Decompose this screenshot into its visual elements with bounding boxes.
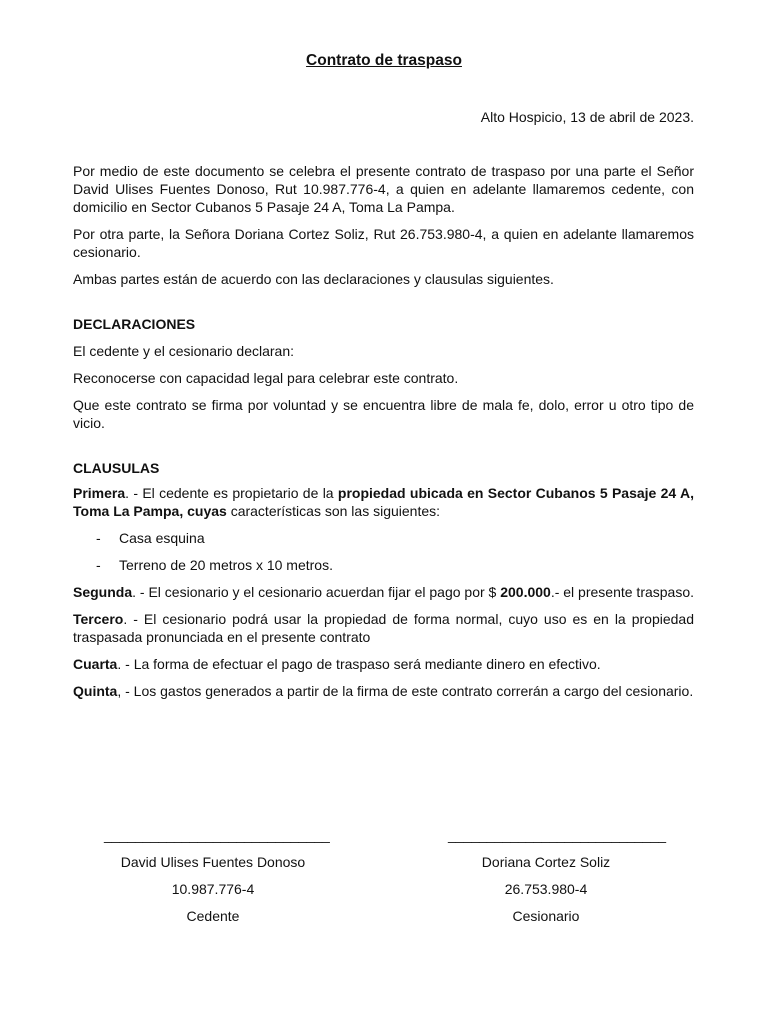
list-item: [73, 529, 694, 547]
clausula-cuarta: [73, 655, 694, 673]
property-features-list: [73, 529, 694, 574]
clausula-label: Segunda: [73, 584, 133, 600]
list-item-text: Terreno de 20 metros x 10 metros.: [119, 557, 333, 573]
clausula-text: . - El cesionario y el cesionario acuerdan fijar el pago por $: [132, 584, 501, 600]
bullet-dash: -: [96, 530, 101, 546]
declaraciones-heading: DECLARACIONES: [73, 316, 196, 332]
clausula-text: . - El cedente es propietario de la: [125, 485, 338, 501]
clausula-tercero: [73, 610, 694, 646]
declaracion-item: Que este contrato se firma por voluntad y se encuentra libre de mala fe, dolo, error u otro tipo de vicio.: [73, 397, 694, 431]
signature-line: ____________________________: [448, 827, 667, 843]
clausula-text: .- el presente traspaso.: [550, 584, 695, 600]
signer-name: David Ulises Fuentes Donoso: [120, 854, 306, 870]
declaracion-item: El cedente y el cesionario declaran:: [73, 343, 295, 359]
clausula-label: Quinta: [73, 683, 118, 699]
list-item: [73, 556, 694, 574]
signature-block-cesionario: [448, 826, 667, 934]
clausula-text: . - La forma de efectuar el pago de traspaso será mediante dinero en efectivo.: [117, 656, 601, 672]
intro-paragraph-2: Por otra parte, la Señora Doriana Cortez Soliz, Rut 26.753.980-4, a quien en adelante llamaremos cesionario.: [73, 226, 694, 260]
intro-paragraph-1: Por medio de este documento se celebra el presente contrato de traspaso por una parte el Señor David Ulises Fuentes Donoso, Rut 10.987.776-4, a quien en adelante llamaremos cedente, con domicilio en Sector Cubanos 5 Pasaje 24 A, Toma La Pampa.: [73, 163, 694, 215]
signer-rut: 26.753.980-4: [504, 881, 588, 897]
declaracion-item: Reconocerse con capacidad legal para celebrar este contrato.: [73, 370, 459, 386]
clausula-quinta: [73, 682, 694, 700]
clausula-label: Tercero: [73, 611, 124, 627]
document-body: [73, 162, 694, 700]
signature-block-cedente: [104, 826, 330, 934]
signer-rut: 10.987.776-4: [171, 881, 255, 897]
document-date: Alto Hospicio, 13 de abril de 2023.: [480, 109, 694, 125]
clausula-segunda: [73, 583, 694, 601]
signer-role: Cesionario: [512, 908, 580, 924]
signer-role: Cedente: [186, 908, 240, 924]
intro-paragraph-3: Ambas partes están de acuerdo con las declaraciones y clausulas siguientes.: [73, 271, 554, 287]
payment-amount: 200.000: [500, 584, 551, 600]
clausula-label: Cuarta: [73, 656, 118, 672]
bullet-dash: -: [96, 557, 101, 573]
clausula-label: Primera: [73, 485, 126, 501]
clausula-bold-text: propiedad ubicada en Sector Cubanos 5 Pasaje 24 A, Toma La Pampa, cuyas: [73, 485, 695, 519]
clausulas-heading: CLAUSULAS: [73, 460, 160, 476]
clausula-text: , - Los gastos generados a partir de la firma de este contrato correrán a cargo del cesionario.: [117, 683, 694, 699]
clausula-text: características son las siguientes:: [226, 503, 441, 519]
signature-line: _____________________________: [104, 827, 330, 843]
document-title: Contrato de traspaso: [306, 52, 462, 69]
clausula-primera: [73, 484, 694, 520]
signer-name: Doriana Cortez Soliz: [481, 854, 611, 870]
clausula-text: . - El cesionario podrá usar la propiedad de forma normal, cuyo uso es en la propiedad traspasada pronunciada en el presente contrato: [73, 611, 694, 645]
list-item-text: Casa esquina: [119, 530, 205, 546]
